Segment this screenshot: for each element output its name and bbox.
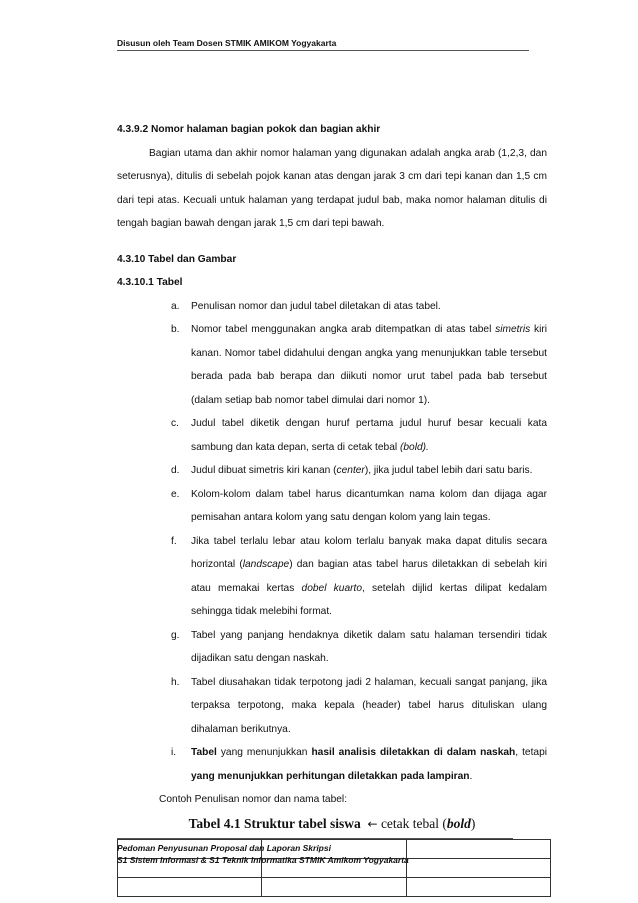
caption-note: cetak tebal ( (377, 815, 447, 831)
list-item-text: , setelah dijlid kertas dilipat kedalam sehingga tidak melebihi format. (191, 582, 547, 617)
list-item-g (117, 624, 547, 671)
list-item-text: . (469, 770, 473, 782)
footer-line-2: S1 Sistem Informasi & S1 Teknik Informatika STMIK Amikom Yogyakarta (117, 855, 409, 865)
list-item-b (117, 318, 547, 412)
list-item-text: Judul tabel diketik dengan huruf pertama judul huruf besar kecuali kata sambung dan kata depan, serta di cetak tebal (191, 418, 547, 453)
list-marker: f. (171, 535, 177, 547)
table-caption (117, 812, 547, 836)
list-marker: g. (171, 629, 180, 641)
caption-bold-term: bold (446, 815, 471, 831)
list-item-text: , tetapi (515, 747, 547, 758)
list-item-text: ), jika judul tabel lebih dari satu baris. (364, 465, 533, 476)
list-item-text: Tabel diusahakan tidak terpotong jadi 2 halaman, kecuali sangat panjang, jika terpaksa terpotong, maka kepala (header) tabel harus dituliskan ulang dihalaman berikutnya. (191, 676, 547, 735)
italic-term: dobel kuarto (301, 582, 362, 594)
document-body (117, 118, 547, 897)
list-item-a (117, 295, 547, 319)
section-heading-43101: 4.3.10.1 Tabel (117, 277, 183, 288)
list-item-text: Judul dibuat simetris kiri kanan ( (191, 465, 337, 476)
italic-term: landscape (242, 559, 290, 570)
left-arrow-icon: ← (367, 816, 378, 831)
example-label: Contoh Penulisan nomor dan nama tabel: (159, 794, 348, 805)
footer-divider (117, 838, 513, 839)
bold-term: yang menunjukkan perhitungan diletakkan pada lampiran (191, 770, 470, 782)
list-item-text: Jika tabel terlalu lebar atau kolom terlalu banyak maka dapat ditulis secara horizontal ( (191, 535, 547, 570)
list-item-text: kiri kanan. Nomor tabel didahului dengan angka yang menunjukkan table tersebut berada pada bab berapa dan diikuti nomor urut tabel pada bab tersebut (dalam setiap bab nomor tabel dimulai dari nomor 1). (191, 324, 547, 406)
table-cell (406, 877, 550, 896)
footer-line-1: Pedoman Penyusunan Proposal dan Laporan Skripsi (117, 843, 331, 853)
list-marker: i. (171, 747, 177, 758)
list-marker: c. (171, 418, 179, 429)
bold-term: Tabel (191, 747, 217, 758)
list-marker: b. (171, 324, 180, 335)
list-item-c (117, 412, 547, 459)
caption-title: Tabel 4.1 Struktur tabel siswa (188, 815, 361, 831)
list-item-h (117, 671, 547, 742)
section-heading-4392: 4.3.9.2 Nomor halaman bagian pokok dan bagian akhir (117, 124, 381, 135)
list-marker: a. (171, 300, 180, 312)
list-item-text: yang menunjukkan (216, 747, 312, 758)
header-text: Disusun oleh Team Dosen STMIK AMIKOM Yogyakarta (117, 38, 337, 48)
list-item-text: Nomor tabel menggunakan angka arab ditempatkan di atas tabel (191, 324, 496, 335)
table-cell (406, 858, 550, 877)
list-item-e (117, 483, 547, 530)
italic-term: simetris (495, 324, 531, 335)
list-marker: e. (171, 488, 180, 500)
list-item-f (117, 530, 547, 624)
list-marker: d. (171, 465, 180, 476)
list-marker: h. (171, 676, 180, 688)
caption-note-close: ) (470, 815, 476, 831)
italic-term: center (336, 465, 365, 476)
list-item-text: ) dan bagian atas tabel harus diletakkan di sebelah kiri atau memakai kertas (191, 559, 547, 594)
list-item-text: Tabel yang panjang hendaknya diketik dalam satu halaman tersendiri tidak dijadikan satu dengan naskah. (191, 629, 547, 664)
table-rules-list (117, 295, 547, 789)
italic-term: (bold). (399, 441, 429, 453)
table-cell (262, 877, 406, 896)
section-paragraph-4392: Bagian utama dan akhir nomor halaman yang digunakan adalah angka arab (1,2,3, dan seterusnya), ditulis di sebelah pojok kanan atas dengan jarak 3 cm dari tepi kanan dan 1,5 cm dari tepi atas. Kecuali untuk halaman yang terdapat judul bab, maka nomor halaman ditulis di tengah bagian bawah dengan jarak 1,5 cm dari tepi bawah. (117, 147, 547, 229)
table-cell (406, 839, 550, 858)
list-item-i (117, 741, 547, 788)
section-heading-4310: 4.3.10 Tabel dan Gambar (117, 253, 237, 265)
table-row (118, 877, 551, 896)
list-item-d (117, 459, 547, 483)
table-cell (118, 877, 262, 896)
list-item-text: Penulisan nomor dan judul tabel diletakan di atas tabel. (191, 300, 441, 312)
header-divider (117, 50, 529, 51)
list-item-text: Kolom-kolom dalam tabel harus dicantumkan nama kolom dan dijaga agar pemisahan antara kolom yang satu dengan kolom yang lain tegas. (191, 488, 547, 523)
bold-term: hasil analisis diletakkan di dalam naskah (311, 747, 516, 758)
